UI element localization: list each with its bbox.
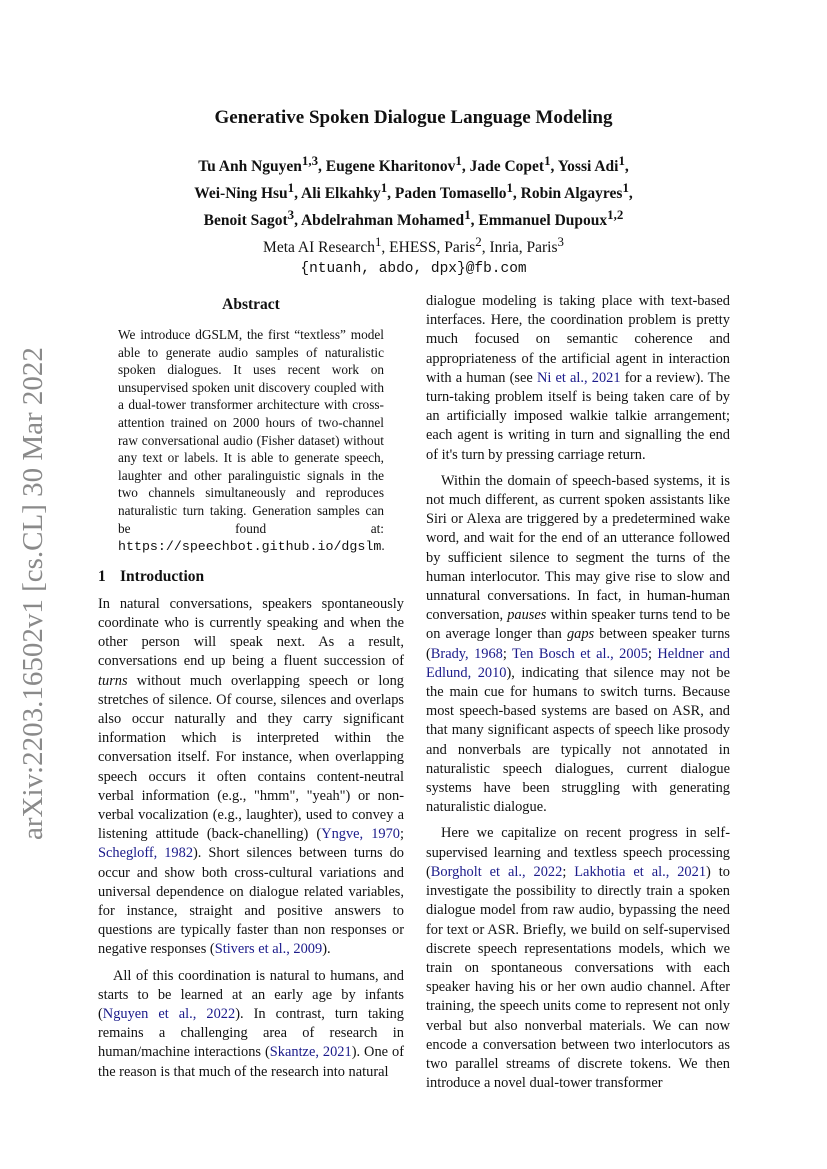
affiliation-marker: 1 [455,153,462,168]
emphasis: pauses [507,607,547,624]
intro-paragraph-2: All of this coordination is natural to humans, and starts to be learned at an early age by infants (Nguyen et al., 2022). In contrast, turn taking remains a challenging area of research in human/machine interactions (Skantze, 2021). One of the reason is that much of the research into natural [98,967,404,1080]
affiliation-marker: 1 [464,207,471,223]
intro-paragraph-4: Within the domain of speech-based systems, it is not much different, as current spoken assistants like Siri or Alexa are triggered by a predetermined wake word, and wait for the end of an utterance followed by sufficient silence to segment the turns of the human interlocutor. This may give rise to slow and unnatural conversations. In fact, in human-human conversation, pauses within speaker turns tend to be on average longer than gaps between speaker turns (Brady, 1968; Ten Bosch et al., 2005; Heldner and Edlund, 2010), indicating that silence may not be the main cue for humans to switch turns. Because most speech-based systems are based on ASR, and that many significant aspects of speech like prosody and nonverbals are typically not annotated in naturalistic speech dialogues, current dialogue systems have been struggling with generating naturalistic dialogue. [426,472,730,816]
affiliation-marker: 1 [380,180,388,196]
citation-link[interactable]: Stivers et al., 2009 [214,941,323,958]
citation-link[interactable]: Heldner and Edlund, 2010 [426,645,730,681]
section-title: Introduction [120,567,205,585]
author-email: {ntuanh, abdo, dpx}@fb.com [300,260,527,277]
citation-link[interactable]: Skantze, 2021 [269,1044,352,1061]
emphasis: gaps [566,626,595,643]
citation-link[interactable]: Nguyen et al., 2022 [102,1005,236,1022]
citation-link[interactable]: Schegloff, 1982 [98,845,194,862]
arxiv-identifier: arXiv:2203.16502v1 [cs.CL] 30 Mar 2022 [17,347,49,840]
citation-link[interactable]: Yngve, 1970 [321,826,400,843]
citation-link[interactable]: Ni et al., 2021 [536,369,621,386]
abstract-end: . [381,538,385,554]
affiliation-marker: 1 [618,153,625,168]
affiliation-marker: 1 [544,153,551,168]
affiliation-marker: 1 [506,180,513,196]
emphasis: turns [98,672,128,689]
citation-link[interactable]: Brady, 1968 [430,645,503,662]
samples-link[interactable]: https://speechbot.github.io/dgslm [118,539,382,555]
affiliations: Meta AI Research$^1$, EHESS, Paris$^2$, Inria, Paris$^3$ [263,234,564,257]
affiliation-marker: 1 [374,234,382,250]
section-number: 1 [98,567,106,585]
author-line-1: Tu Anh Nguyen$^{1,3}$, Eugene Kharitonov$^1$, Jade Copet$^1$, Yossi Adi$^1$, [198,153,629,176]
left-column [98,292,404,1082]
affiliation-marker: 1 [622,180,629,196]
paper-title: Generative Spoken Dialogue Language Modeling [214,107,613,128]
author-line-2: Wei-Ning Hsu$^1$, Ali Elkahky$^1$, Paden Tomasello$^1$, Robin Algayres$^1$, [194,180,633,203]
citation-link[interactable]: Ten Bosch et al., 2005 [512,645,648,662]
affiliation-marker: 1,3 [301,153,319,168]
intro-paragraph-5: Here we capitalize on recent progress in self-supervised learning and textless speech processing (Borgholt et al., 2022; Lakhotia et al., 2021) to investigate the possibility to directly train a spoken dialogue model from raw audio, bypassing the need for text or ASR. Briefly, we build on self-supervised discrete speech representations models, which we train on spontaneous conversations with each speaker having his or her own audio channel. After training, the speech units come to represent not only verbal but also nonverbal materials. We can now encode a conversation between two interlocutors as two parallel streams of discrete tokens. We then introduce a novel dual-tower transformer [426,825,730,1092]
abstract-body: We introduce dGSLM, the first “textless” model able to generate audio samples of naturalistic spoken dialogues. It uses recent work on unsupervised spoken unit discovery coupled with a dual-tower transformer architecture with cross-attention trained on 2000 hours of two-channel raw conversational audio (Fisher dataset) without any text or labels. It is able to generate speech, laughter and other paralinguistic signals in the two channels simultaneously and reproduces naturalistic turn taking. Generation samples can be found at: [118,327,384,536]
affiliation-marker: 1 [287,180,295,196]
right-column [426,292,730,1093]
section-heading-introduction [98,568,404,586]
affiliation-marker: 3 [287,207,295,223]
affiliation-marker: 1,2 [607,207,624,223]
abstract-text [118,326,384,556]
citation-link[interactable]: Borgholt et al., 2022 [430,863,563,880]
citation-link[interactable]: Lakhotia et al., 2021 [574,863,707,880]
author-line-3: Benoit Sagot$^3$, Abdelrahman Mohamed$^1$, Emmanuel Dupoux$^{1,2}$ [203,207,624,230]
abstract-heading: Abstract [222,296,280,313]
affiliation-marker: 2 [475,234,482,250]
intro-paragraph-1: In natural conversations, speakers spontaneously coordinate who is currently speaking and when the other person will speak next. As a result, conversations end up being a fluent succession of turns without much overlapping speech or long stretches of silence. Of course, silences and overlaps also occur naturally and they carry significant information which is interpreted within the conversation itself. For instance, when overlapping speech occurs it often contains content-neutral verbal information (e.g., "hmm", "yeah") or non-verbal vocalization (e.g., laughter), used to convey a listening attitude (back-chanelling) (Yngve, 1970; Schegloff, 1982). Short silences between turns do occur and show both cross-cultural variations and universal dependence on dialogue related variables, for instance, straight and positive answers to questions are typically faster than non responses or negative responses (Stivers et al., 2009). [98,595,404,958]
intro-paragraph-3: dialogue modeling is taking place with text-based interfaces. Here, the coordination problem is pretty much focused on semantic coherence and appropriateness of the artificial agent in interaction with a human (see Ni et al., 2021 for a review). The turn-taking problem itself is being taken care of by an artificially imposed walkie talkie arrangement; each agent is writing in turn and signalling the end of it's turn by pressing carriage return. [426,293,730,463]
author-block [0,150,827,280]
affiliation-marker: 3 [557,234,564,250]
